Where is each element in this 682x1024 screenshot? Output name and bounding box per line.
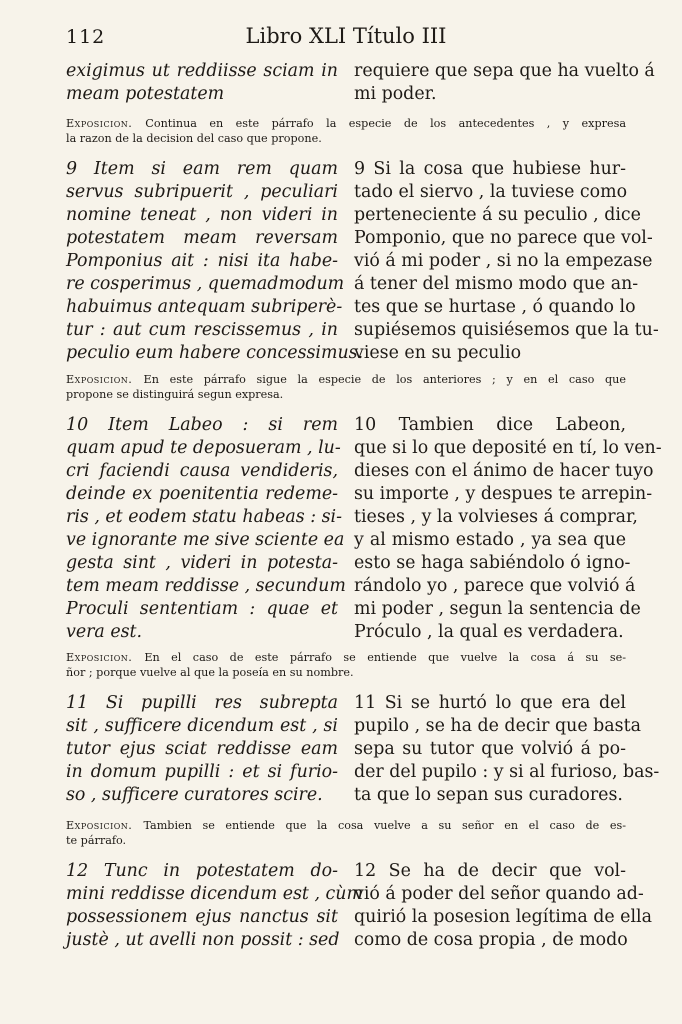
text-line: sepa su tutor que volvió á po- [354,739,626,759]
note-line: ñor ; porque vuelve al que la poseía en su nombre. [66,666,354,679]
text-line: sit , sufficere dicendum est , si [66,716,338,736]
text-line: potestatem meam reversam [66,228,338,248]
text-line: su importe , y despues te arrepin- [354,484,653,504]
text-line: quam apud te deposueram , lu- [66,438,341,458]
exposicion-note [66,116,626,146]
text-line: pupilo , se ha de decir que basta [354,716,641,736]
latin-column [66,414,346,644]
text-line: deinde ex poenitentia redeme- [66,484,338,504]
text-line: tieses , y la volvieses á comprar, [354,507,638,527]
note-line: Exposicion. Continua en este párrafo la especie de los antecedentes , y expresa [66,117,626,130]
text-line: 12 Se ha de decir que vol- [354,861,626,881]
text-line: esto se haga sabiéndolo ó igno- [354,553,631,573]
text-line: tado el siervo , la tuviese como [354,182,628,202]
text-line: vió á poder del señor quando ad- [354,884,644,904]
spanish-column [354,692,660,807]
text-line: ve ignorante me sive sciente ea [66,530,345,550]
text-line: ta que lo sepan sus curadores. [354,785,623,805]
note-line: propone se distinguirá segun expresa. [66,388,284,401]
note-line: te párrafo. [66,834,127,847]
text-line: supiésemos quisiésemos que la tu- [354,320,659,340]
text-line: 10 Tambien dice Labeon, [354,415,626,435]
note-line: la razon de la decision del caso que propone. [66,132,322,145]
exposicion-note [66,650,626,680]
text-line: habuimus antequam subriperè- [66,297,343,317]
text-line: 12 Tunc in potestatem do- [66,861,338,881]
running-header [66,22,626,52]
text-line: Próculo , la qual es verdadera. [354,622,624,642]
paragraph-pair [66,414,662,644]
text-line: 11 Si pupilli res subrepta [66,693,338,713]
text-line: re cosperimus , quemadmodum [66,274,345,294]
spanish-column [354,158,659,365]
latin-column [66,158,364,365]
exposicion-label: Exposicion. [66,117,146,130]
text-line: 9 Si la cosa que hubiese hur- [354,159,626,179]
spanish-column [354,414,662,644]
exposicion-label: Exposicion. [66,373,144,386]
paragraph-pair [66,158,659,365]
text-line: vera est. [66,622,143,642]
text-line: 11 Si se hurtó lo que era del [354,693,626,713]
text-line: exigimus ut reddiisse sciam in [66,61,338,81]
text-line: tur : aut cum rescissemus , in [66,320,338,340]
text-line: á tener del mismo modo que an- [354,274,639,294]
latin-column [66,692,338,807]
latin-column [66,860,363,952]
text-line: tes que se hurtase , ó quando lo [354,297,636,317]
text-line: que si lo que deposité en tí, lo ven- [354,438,662,458]
text-line: perteneciente á su peculio , dice [354,205,641,225]
exposicion-label: Exposicion. [66,819,144,832]
page-number: 112 [66,26,106,48]
text-line: 9 Item si eam rem quam [66,159,338,179]
text-line: possessionem ejus nanctus sit [66,907,338,927]
text-line: vió á mi poder , si no la empezase [354,251,653,271]
note-line: Exposicion. Tambien se entiende que la cosa vuelve a su señor en el caso de es- [66,819,626,832]
text-line: nomine teneat , non videri in [66,205,338,225]
paragraph-pair [66,60,655,106]
text-line: gesta sint , videri in potesta- [66,553,338,573]
text-line: mini reddisse dicendum est , cùm [66,884,363,904]
text-line: justè , ut avelli non possit : sed [66,930,340,950]
text-line: como de cosa propia , de modo [354,930,628,950]
text-line: tutor ejus sciat reddisse eam [66,739,338,759]
exposicion-label: Exposicion. [66,651,145,664]
text-line: tem meam reddisse , secundum [66,576,346,596]
exposicion-note [66,372,626,402]
text-line: quirió la posesion legítima de ella [354,907,652,927]
text-line: mi poder. [354,84,437,104]
text-line: so , sufficere curatores scire. [66,785,323,805]
text-line: viese en su peculio [354,343,522,363]
page-title: Libro XLI Título III [245,24,447,48]
text-line: Pomponio, que no parece que vol- [354,228,653,248]
exposicion-note [66,818,626,848]
text-line: in domum pupilli : et si furio- [66,762,338,782]
paragraph-pair [66,860,652,952]
text-line: ris , et eodem statu habeas : si- [66,507,342,527]
paragraph-pair [66,692,660,807]
text-line: 10 Item Labeo : si rem [66,415,338,435]
text-line: y al mismo estado , ya sea que [354,530,626,550]
text-line: dieses con el ánimo de hacer tuyo [354,461,654,481]
note-line: Exposicion. En el caso de este párrafo se entiende que vuelve la cosa á su se- [66,651,627,664]
text-line: cri faciendi causa vendideris, [66,461,338,481]
spanish-column [354,60,655,106]
note-line: Exposicion. En este párrafo sigue la especie de los anteriores ; y en el caso que [66,373,626,386]
text-line: mi poder , segun la sentencia de [354,599,641,619]
text-line: rándolo yo , parece que volvió á [354,576,636,596]
text-line: peculio eum habere concessimus. [66,343,364,363]
text-line: servus subripuerit , peculiari [66,182,338,202]
text-line: der del pupilo : y si al furioso, bas- [354,762,660,782]
latin-column [66,60,338,106]
text-line: meam potestatem [66,84,225,104]
text-line: requiere que sepa que ha vuelto á [354,61,655,81]
text-line: Proculi sententiam : quae et [66,599,338,619]
spanish-column [354,860,652,952]
text-line: Pomponius ait : nisi ita habe- [66,251,338,271]
